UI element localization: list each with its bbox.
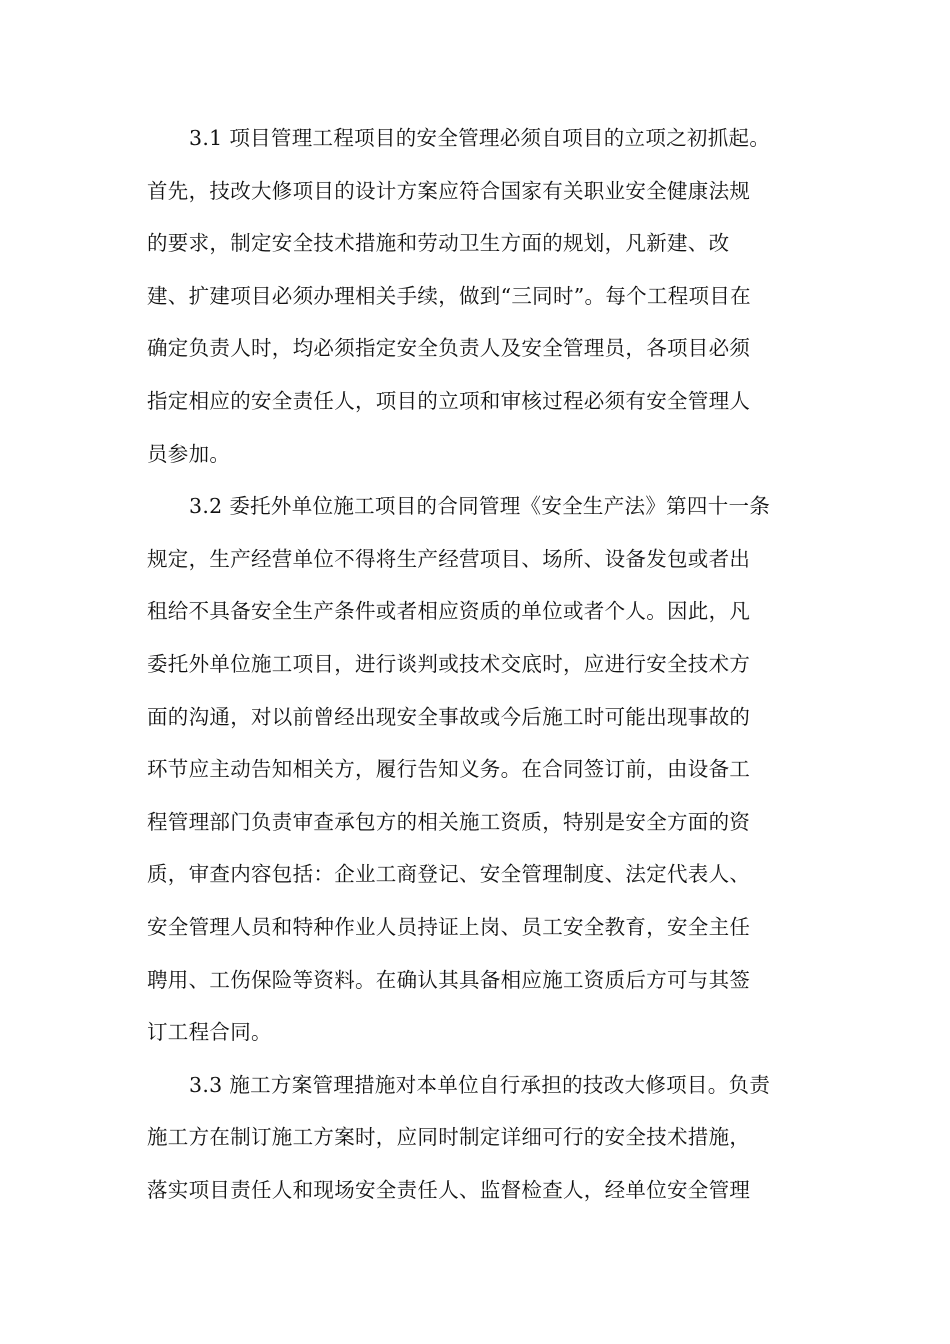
text-line: 3.3 施工方案管理措施对本单位自行承担的技改大修项目。负责 xyxy=(189,1072,771,1097)
text-line: 落实项目责任人和现场安全责任人、监督检查人，经单位安全管理 xyxy=(147,1177,751,1202)
text-line: 环节应主动告知相关方，履行告知义务。在合同签订前，由设备工 xyxy=(147,757,751,782)
text-line: 的要求，制定安全技术措施和劳动卫生方面的规划，凡新建、改 xyxy=(147,231,730,256)
text-line: 3.2 委托外单位施工项目的合同管理《安全生产法》第四十一条 xyxy=(189,494,771,519)
text-line: 规定，生产经营单位不得将生产经营项目、场所、设备发包或者出 xyxy=(147,546,751,571)
text-line: 确定负责人时，均必须指定安全负责人及安全管理员，各项目必须 xyxy=(147,336,751,361)
text-line: 委托外单位施工项目，进行谈判或技术交底时，应进行安全技术方 xyxy=(147,651,751,676)
text-line: 聘用、工伤保险等资料。在确认其具备相应施工资质后方可与其签 xyxy=(147,967,751,992)
document-body xyxy=(147,112,807,1216)
text-line: 员参加。 xyxy=(147,441,231,466)
text-line: 面的沟通，对以前曾经出现安全事故或今后施工时可能出现事故的 xyxy=(147,704,751,729)
text-line: 3.1 项目管理工程项目的安全管理必须自项目的立项之初抓起。 xyxy=(189,126,771,150)
text-line: 租给不具备安全生产条件或者相应资质的单位或者个人。因此，凡 xyxy=(147,599,751,624)
text-line: 程管理部门负责审查承包方的相关施工资质，特别是安全方面的资 xyxy=(147,809,751,834)
text-line: 订工程合同。 xyxy=(147,1020,272,1045)
text-line: 施工方在制订施工方案时，应同时制定详细可行的安全技术措施， xyxy=(147,1125,751,1150)
text-line: 建、扩建项目必须办理相关手续，做到“三同时”。每个工程项目在 xyxy=(147,283,751,308)
text-line: 首先，技改大修项目的设计方案应符合国家有关职业安全健康法规 xyxy=(147,178,751,203)
paragraph-3-3 xyxy=(147,1059,807,1217)
text-line: 质，审查内容包括：企业工商登记、安全管理制度、法定代表人、 xyxy=(147,862,751,887)
text-line: 指定相应的安全责任人，项目的立项和审核过程必须有安全管理人 xyxy=(147,388,751,413)
paragraph-3-2 xyxy=(147,480,807,1059)
text-line: 安全管理人员和特种作业人员持证上岗、员工安全教育，安全主任 xyxy=(147,914,751,939)
paragraph-3-1 xyxy=(147,112,807,480)
